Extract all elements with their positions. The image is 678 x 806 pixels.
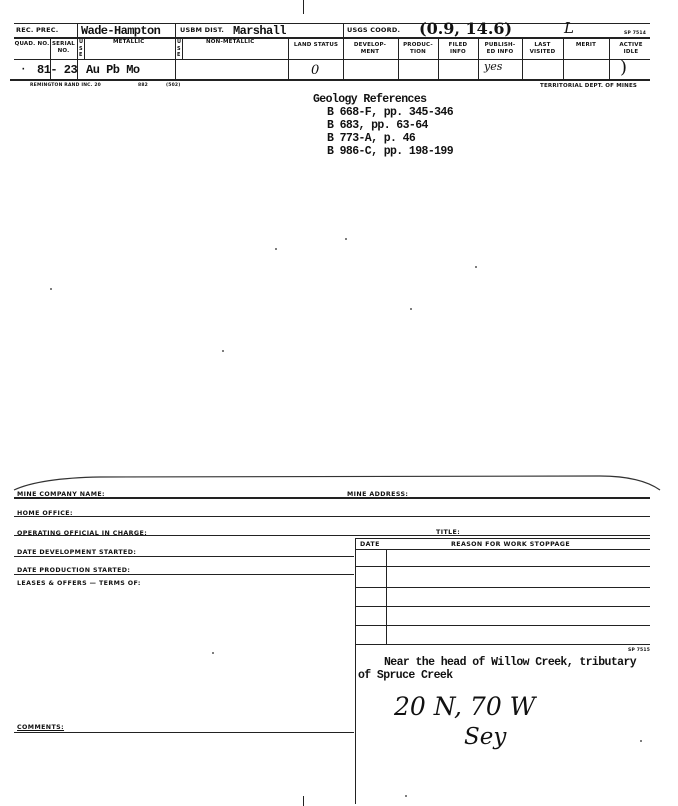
stoppage-row-rule xyxy=(355,606,650,607)
speck xyxy=(405,795,407,797)
speck xyxy=(222,350,224,352)
reference-item: B 683, pp. 63-64 xyxy=(327,119,428,132)
merit-mark: L xyxy=(564,19,574,37)
development-header: DEVELOP- MENT xyxy=(353,42,387,55)
grid-line xyxy=(182,37,183,59)
speck xyxy=(345,238,347,240)
title-label: TITLE: xyxy=(436,529,461,536)
filed-info-header: FILED INFO xyxy=(448,42,468,55)
grid-line xyxy=(288,37,289,79)
handwritten-meridian: Sey xyxy=(464,724,507,750)
use-letters-metallic: U S E xyxy=(79,39,84,58)
record-dot: · xyxy=(20,64,27,76)
printer-imprint: REMINGTON RAND INC. 20 xyxy=(30,83,101,88)
active-idle-header: ACTIVE IDLE xyxy=(619,42,643,55)
operating-official-label: OPERATING OFFICIAL IN CHARGE: xyxy=(17,530,148,537)
home-office-rule xyxy=(14,516,650,517)
territorial-dept: TERRITORIAL DEPT. OF MINES xyxy=(540,83,638,89)
metallic-header: METALLIC xyxy=(113,39,145,45)
center-divider xyxy=(355,538,356,804)
header-row-rule xyxy=(14,59,650,60)
rec-prec-label: REC. PREC. xyxy=(16,26,59,34)
form-number-bottom: SP 7515 xyxy=(628,648,651,653)
land-status-value: 0 xyxy=(311,63,320,78)
grid-line xyxy=(478,37,479,79)
stoppage-row-rule xyxy=(355,625,650,626)
top-tick xyxy=(303,0,304,14)
non-metallic-header: NON-METALLIC xyxy=(206,39,255,45)
quad-no-header: QUAD. NO. xyxy=(14,41,50,47)
date-production-rule xyxy=(14,574,354,575)
form-number-top: SP 7514 xyxy=(624,31,647,36)
location-note-line-2: of Spruce Creek xyxy=(358,669,453,682)
speck xyxy=(275,248,277,250)
stoppage-date-column xyxy=(386,549,387,644)
grid-line xyxy=(522,37,523,79)
stoppage-row-rule xyxy=(355,644,650,645)
land-status-header: LAND STATUS xyxy=(293,42,339,48)
grid-line xyxy=(438,37,439,79)
serial-no-header: SERIAL NO. xyxy=(52,41,75,54)
stoppage-header-top xyxy=(355,538,650,539)
comments-rule xyxy=(14,732,354,733)
location-note-line-1: Near the head of Willow Creek, tributary xyxy=(384,656,637,669)
usbm-dist-value: Marshall xyxy=(233,24,286,38)
production-header: PRODUC- TION xyxy=(403,42,433,55)
date-production-label: DATE PRODUCTION STARTED: xyxy=(17,567,131,574)
stoppage-row-rule xyxy=(355,566,650,567)
grid-line xyxy=(84,37,85,59)
merit-header: MERIT xyxy=(575,42,597,48)
lower-top-rule xyxy=(14,497,650,499)
speck xyxy=(212,652,214,654)
printer-code-2: (502) xyxy=(166,83,181,88)
date-development-label: DATE DEVELOPMENT STARTED: xyxy=(17,549,137,556)
use-letters-nonmetallic: U S E xyxy=(177,39,182,58)
grid-line xyxy=(343,23,344,79)
usbm-dist-label: USBM DIST. xyxy=(180,26,225,34)
bottom-tick xyxy=(303,796,304,806)
date-label: DATE xyxy=(360,541,380,548)
mine-company-name-label: MINE COMPANY NAME: xyxy=(17,491,105,498)
reference-item: B 986-C, pp. 198-199 xyxy=(327,145,454,158)
handwritten-township: 20 N, 70 W xyxy=(394,692,536,721)
grid-line xyxy=(77,23,78,37)
usgs-coord-label: USGS COORD. xyxy=(347,26,401,34)
grid-line xyxy=(609,37,610,79)
stoppage-header-bottom xyxy=(355,549,650,550)
home-office-label: HOME OFFICE: xyxy=(17,510,73,517)
reason-stoppage-label: REASON FOR WORK STOPPAGE xyxy=(451,541,571,548)
speck xyxy=(50,288,52,290)
rec-prec-value: Wade-Hampton xyxy=(81,24,161,38)
active-idle-value: ) xyxy=(620,57,628,78)
record-bottom-rule xyxy=(10,79,650,81)
printer-code-1: 882 xyxy=(138,83,148,88)
speck xyxy=(640,740,642,742)
reference-item: B 773-A, p. 46 xyxy=(327,132,416,145)
references-title: Geology References xyxy=(313,93,427,106)
leases-offers-label: LEASES & OFFERS — TERMS OF: xyxy=(17,580,141,587)
reference-item: B 668-F, pp. 345-346 xyxy=(327,106,454,119)
metallic-value: Au Pb Mo xyxy=(86,63,140,77)
quad-serial-value: 81- 23 xyxy=(37,63,78,77)
stoppage-row-rule xyxy=(355,587,650,588)
last-visited-header: LAST VISITED xyxy=(529,42,556,55)
date-development-rule xyxy=(14,556,354,557)
speck xyxy=(410,308,412,310)
usgs-coord-value: (0.9, 14.6) xyxy=(419,19,513,38)
mine-address-label: MINE ADDRESS: xyxy=(347,491,409,498)
comments-label: COMMENTS: xyxy=(17,724,65,731)
speck xyxy=(475,266,477,268)
grid-line xyxy=(175,23,176,79)
grid-line xyxy=(398,37,399,79)
published-info-header: PUBLISH- ED INFO xyxy=(484,42,516,55)
published-info-value: yes xyxy=(484,60,503,73)
grid-line xyxy=(563,37,564,79)
